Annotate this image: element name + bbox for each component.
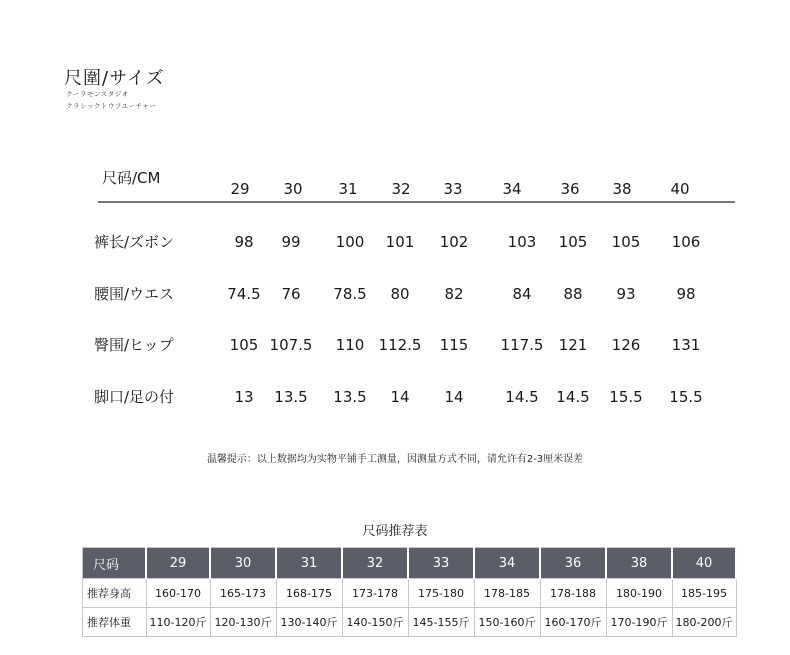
recommend-height-cell: 173-178 xyxy=(342,579,408,608)
size-cell: 107.5 xyxy=(269,336,313,354)
recommend-weight-cell: 110-120斤 xyxy=(146,608,210,637)
size-cell: 126 xyxy=(611,336,641,354)
size-cell: 13.5 xyxy=(274,388,308,406)
brand-subtitle-2: クラシックトウフユーチャー xyxy=(66,102,157,110)
size-cell: 13 xyxy=(234,388,254,406)
size-cell: 101 xyxy=(385,233,415,251)
size-column-header: 32 xyxy=(391,180,411,198)
recommend-height-cell: 175-180 xyxy=(408,579,474,608)
recommend-weight-cell: 160-170斤 xyxy=(540,608,606,637)
recommend-size-header: 36 xyxy=(540,548,606,579)
recommend-weight-row xyxy=(83,608,737,637)
size-cell: 121 xyxy=(558,336,588,354)
brand-subtitle-1: クーラモンスタジオ xyxy=(66,90,129,98)
size-row-label: 裤长/ズボン xyxy=(94,233,175,251)
size-row-label: 腰围/ウエス xyxy=(94,285,175,303)
size-cell: 99 xyxy=(281,233,301,251)
size-cell: 84 xyxy=(512,285,532,303)
size-column-header: 34 xyxy=(502,180,522,198)
size-cell: 14 xyxy=(390,388,410,406)
recommend-size-header: 30 xyxy=(210,548,276,579)
recommend-height-cell: 160-170 xyxy=(146,579,210,608)
recommend-size-header: 34 xyxy=(474,548,540,579)
height-row-label: 推荐身高 xyxy=(83,579,147,608)
recommend-weight-cell: 145-155斤 xyxy=(408,608,474,637)
recommend-height-cell: 165-173 xyxy=(210,579,276,608)
size-row-label: 臀围/ヒップ xyxy=(94,336,174,354)
recommend-weight-cell: 140-150斤 xyxy=(342,608,408,637)
size-table-divider xyxy=(98,201,735,203)
size-row-label: 脚口/足の付 xyxy=(94,388,175,406)
recommend-weight-cell: 180-200斤 xyxy=(672,608,736,637)
recommend-height-cell: 180-190 xyxy=(606,579,672,608)
size-cell: 76 xyxy=(281,285,301,303)
size-cell: 74.5 xyxy=(227,285,261,303)
size-cell: 15.5 xyxy=(669,388,703,406)
recommend-table xyxy=(82,547,737,637)
recommend-size-header: 40 xyxy=(672,548,736,579)
size-cell: 93 xyxy=(616,285,636,303)
size-cell: 105 xyxy=(229,336,259,354)
recommend-weight-cell: 130-140斤 xyxy=(276,608,342,637)
recommend-height-row xyxy=(83,579,737,608)
size-cell: 105 xyxy=(558,233,588,251)
size-column-header: 31 xyxy=(338,180,358,198)
size-cell: 98 xyxy=(234,233,254,251)
recommend-height-cell: 178-188 xyxy=(540,579,606,608)
size-cell: 110 xyxy=(335,336,365,354)
size-cell: 82 xyxy=(444,285,464,303)
size-cell: 117.5 xyxy=(500,336,544,354)
size-cell: 112.5 xyxy=(378,336,422,354)
page-title: 尺圍/サイズ xyxy=(64,68,165,89)
size-cell: 14 xyxy=(444,388,464,406)
recommend-table-title: 尺码推荐表 xyxy=(362,524,428,539)
recommend-size-header: 31 xyxy=(276,548,342,579)
size-column-header: 36 xyxy=(560,180,580,198)
recommend-weight-cell: 120-130斤 xyxy=(210,608,276,637)
size-cell: 106 xyxy=(671,233,701,251)
recommend-size-header: 38 xyxy=(606,548,672,579)
size-cell: 80 xyxy=(390,285,410,303)
recommend-weight-cell: 170-190斤 xyxy=(606,608,672,637)
recommend-height-cell: 178-185 xyxy=(474,579,540,608)
size-column-header: 30 xyxy=(283,180,303,198)
size-cell: 100 xyxy=(335,233,365,251)
recommend-height-cell: 168-175 xyxy=(276,579,342,608)
measurement-note: 温馨提示：以上数据均为实物平铺手工测量，因测量方式不同，请允许有2-3厘米误差 xyxy=(206,454,584,465)
size-cell: 131 xyxy=(671,336,701,354)
recommend-size-header: 33 xyxy=(408,548,474,579)
size-cell: 78.5 xyxy=(333,285,367,303)
recommend-size-header: 29 xyxy=(146,548,210,579)
size-column-header: 33 xyxy=(443,180,463,198)
weight-row-label: 推荐体重 xyxy=(83,608,147,637)
size-cell: 102 xyxy=(439,233,469,251)
recommend-size-header: 32 xyxy=(342,548,408,579)
size-cell: 14.5 xyxy=(556,388,590,406)
size-cell: 13.5 xyxy=(333,388,367,406)
size-cell: 14.5 xyxy=(505,388,539,406)
size-cell: 88 xyxy=(563,285,583,303)
size-cell: 105 xyxy=(611,233,641,251)
recommend-height-cell: 185-195 xyxy=(672,579,736,608)
size-column-header: 38 xyxy=(612,180,632,198)
recommend-header-label: 尺码 xyxy=(83,548,147,579)
size-cell: 98 xyxy=(676,285,696,303)
size-column-header: 29 xyxy=(230,180,250,198)
size-cell: 103 xyxy=(507,233,537,251)
size-table-header-label: 尺码/CM xyxy=(102,169,161,187)
size-cell: 115 xyxy=(439,336,469,354)
size-cell: 15.5 xyxy=(609,388,643,406)
recommend-weight-cell: 150-160斤 xyxy=(474,608,540,637)
recommend-header-row xyxy=(83,548,737,579)
size-column-header: 40 xyxy=(670,180,690,198)
